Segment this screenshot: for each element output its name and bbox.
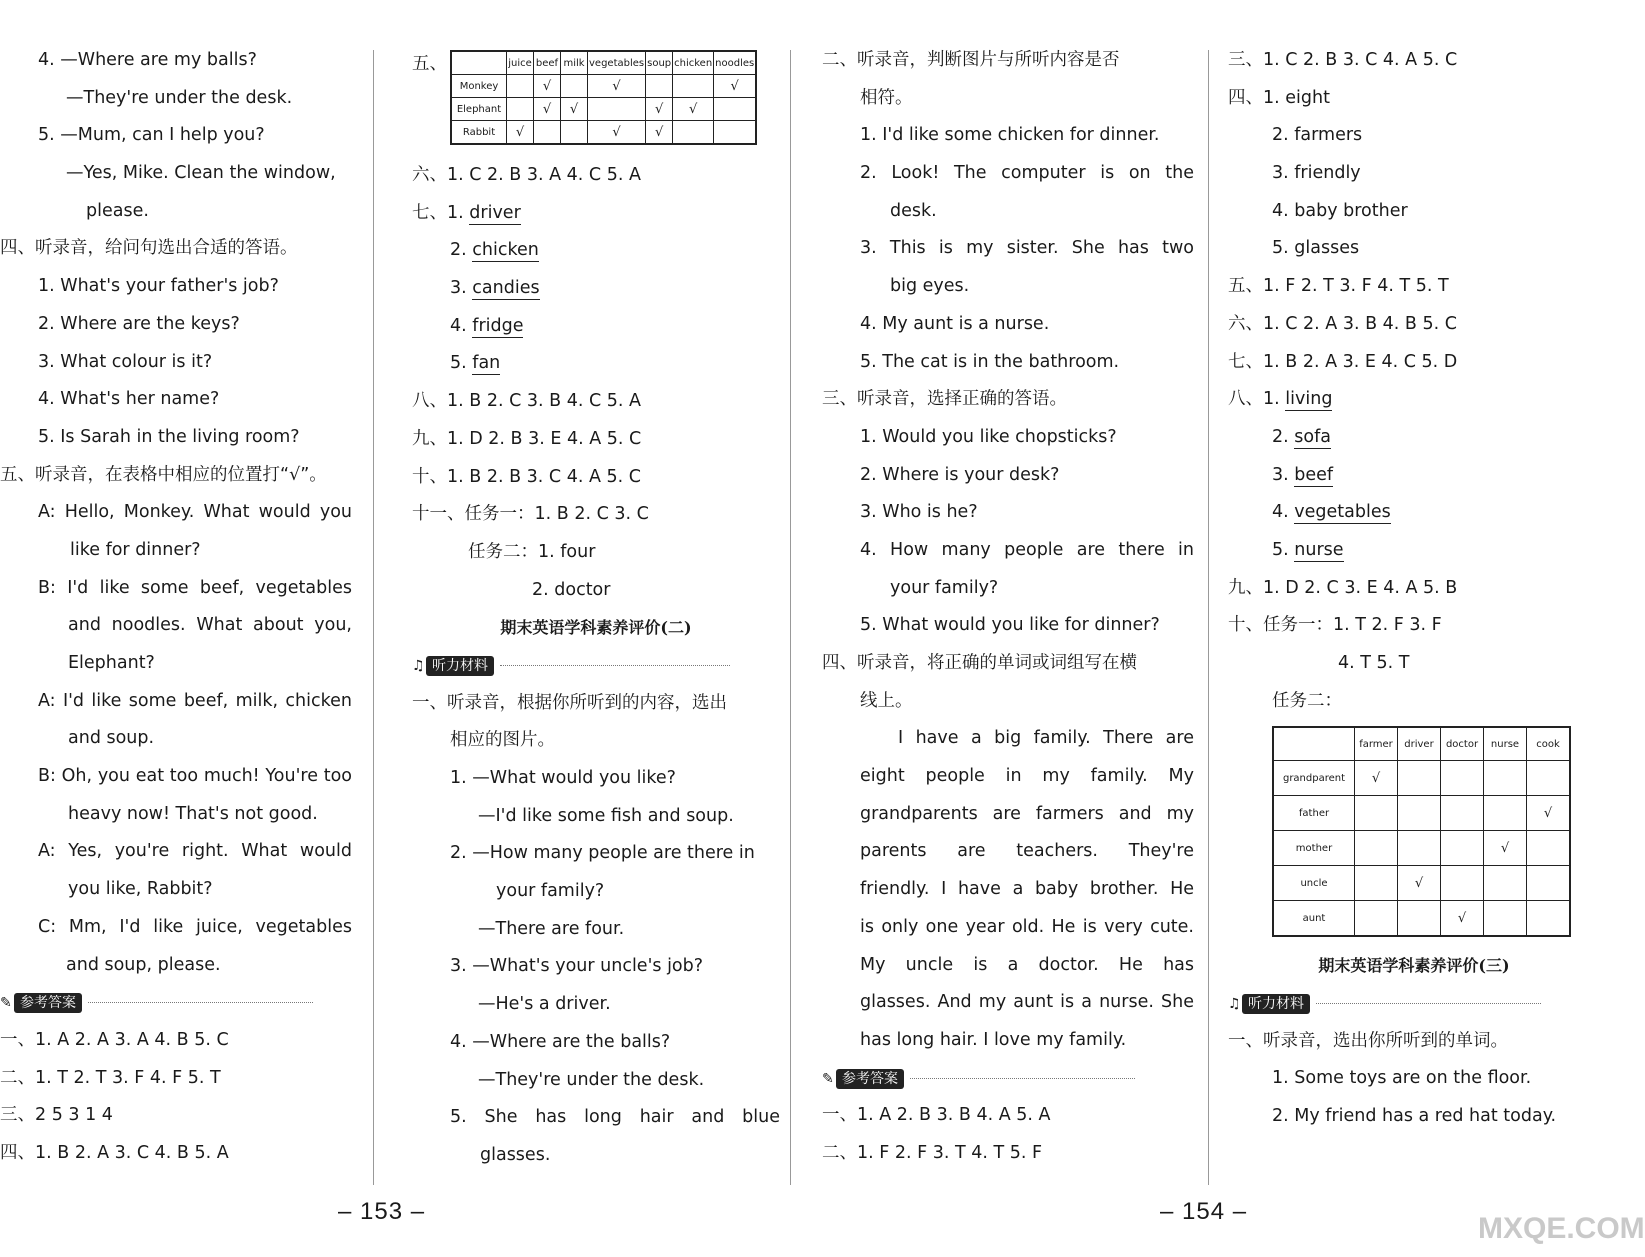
table-cell	[1355, 796, 1398, 831]
table-cell	[1398, 761, 1441, 796]
table-cell	[1355, 901, 1398, 937]
table-row-label: grandparent	[1273, 761, 1355, 796]
text-line: 2. Where are the keys?	[38, 313, 240, 334]
text-line: 3. This is my sister. She has two	[860, 238, 1194, 259]
answer-line	[412, 157, 780, 195]
answer-line: 一、1. A 2. A 3. A 4. B 5. C	[0, 1029, 229, 1050]
table-cell	[1527, 866, 1571, 901]
text-line: your family?	[890, 577, 999, 598]
answer-line	[1228, 419, 1600, 457]
table-header-cell: farmer	[1355, 727, 1398, 761]
table-cell	[561, 121, 588, 145]
dotted-rule	[500, 664, 730, 666]
text-line: your family?	[496, 881, 605, 902]
answer-prefix: 2. doctor	[532, 579, 611, 600]
table-cell: √	[1441, 901, 1484, 937]
answer-line	[1228, 570, 1600, 608]
table-cell	[1398, 796, 1441, 831]
answer-line	[1228, 268, 1600, 306]
dotted-rule	[88, 1001, 313, 1003]
text-line: and noodles. What about you,	[68, 615, 352, 636]
text-line: 3. —What's your uncle's job?	[450, 956, 704, 977]
text-line: like for dinner?	[70, 539, 201, 560]
table-cell	[1355, 831, 1398, 866]
table-row-label: father	[1273, 796, 1355, 831]
answer-prefix: 八、1. B 2. C 3. B 4. C 5. A	[412, 391, 641, 412]
answer-word: living	[1285, 389, 1333, 410]
table-cell	[714, 121, 757, 145]
text-line: 4. My aunt is a nurse.	[860, 313, 1050, 334]
table-header-cell: driver	[1398, 727, 1441, 761]
answer-word: nurse	[1294, 539, 1344, 560]
page-number-left: – 153 –	[338, 1198, 426, 1225]
column-3	[822, 42, 1194, 1173]
answer-prefix: 5.	[1272, 539, 1289, 560]
answer-prefix: 任务二：1. four	[468, 541, 596, 562]
table-header-cell: doctor	[1441, 727, 1484, 761]
answer-line	[1228, 230, 1600, 268]
table-row	[451, 121, 756, 145]
table-wrap	[1272, 726, 1600, 937]
table-row	[1273, 796, 1570, 831]
section-caption	[822, 1060, 1194, 1098]
answer-prefix: 2. farmers	[1272, 125, 1363, 146]
text-line: and soup.	[68, 728, 155, 749]
table-row	[451, 75, 756, 98]
text-line: 4. —Where are my balls?	[38, 50, 257, 70]
text-line: —I'd like some fish and soup.	[478, 805, 734, 826]
table-row-label: Elephant	[451, 98, 507, 121]
table-cell	[1398, 901, 1441, 937]
text-line: 5. The cat is in the bathroom.	[860, 351, 1120, 372]
table-row	[451, 98, 756, 121]
table-header-cell: beef	[534, 51, 561, 75]
text-line: 一、听录音，选出你所听到的单词。	[1228, 1030, 1508, 1051]
table-cell: √	[1355, 761, 1398, 796]
table-wrap	[412, 50, 780, 145]
table-cell	[507, 98, 534, 121]
answer-prefix: 七、1. B 2. A 3. E 4. C 5. D	[1228, 351, 1458, 372]
answer-line	[412, 459, 780, 497]
answer-line	[1228, 381, 1600, 419]
table-cell	[1355, 866, 1398, 901]
answer-line	[412, 572, 780, 610]
answer-prefix: 3. friendly	[1272, 163, 1361, 184]
answer-prefix: 十、任务一：1. T 2. F 3. F	[1228, 615, 1442, 636]
caption-label: 听力材料	[1242, 994, 1310, 1014]
answer-line	[1228, 42, 1600, 80]
text-line: 5. What would you like for dinner?	[860, 615, 1160, 636]
text-line: parents are teachers. They're	[860, 841, 1194, 862]
text-line: A: Hello, Monkey. What would you	[38, 502, 352, 523]
answer-prefix: 3.	[1272, 464, 1289, 485]
answer-line	[1228, 607, 1600, 645]
answer-prefix: 4.	[450, 315, 467, 336]
answer-prefix: 2.	[450, 240, 467, 261]
table-header-row	[1273, 727, 1570, 761]
answer-table	[1272, 726, 1571, 937]
answer-prefix: 五、1. F 2. T 3. F 4. T 5. T	[1228, 276, 1449, 297]
watermark: MXQE.COM	[1478, 1212, 1645, 1245]
text-line: has long hair. I love my family.	[860, 1029, 1127, 1050]
table-header-cell: soup	[646, 51, 673, 75]
text-line: C: Mm, I'd like juice, vegetables	[38, 916, 352, 937]
answer-word: vegetables	[1294, 502, 1391, 523]
text-line: 一、听录音，根据你所听到的内容，选出	[412, 692, 727, 713]
text-line: and soup, please.	[66, 954, 221, 975]
text-line: 线上。	[860, 690, 913, 711]
table-header-cell: vegetables	[588, 51, 646, 75]
page-number-right: – 154 –	[1160, 1198, 1248, 1225]
text-line: 1. Some toys are on the floor.	[1272, 1068, 1532, 1089]
text-line: desk.	[890, 200, 937, 221]
text-line: 3. What colour is it?	[38, 351, 213, 372]
book-icon: ✎	[0, 995, 12, 1012]
text-line: you like, Rabbit?	[68, 879, 213, 900]
text-line: glasses.	[480, 1144, 551, 1165]
table-cell	[1441, 831, 1484, 866]
text-line: grandparents are farmers and my	[860, 803, 1194, 824]
table-cell	[1484, 901, 1527, 937]
answer-line	[1228, 155, 1600, 193]
answer-prefix: 4. T 5. T	[1338, 653, 1410, 673]
table-row-label: Rabbit	[451, 121, 507, 145]
table-row-label: mother	[1273, 831, 1355, 866]
table-header-cell: juice	[507, 51, 534, 75]
text-line: B: Oh, you eat too much! You're too	[38, 766, 352, 787]
answer-word: candies	[472, 278, 540, 299]
answer-word: sofa	[1294, 426, 1331, 447]
table-header-cell: noodles	[714, 51, 757, 75]
answer-prefix: 十一、任务一：1. B 2. C 3. C	[412, 504, 649, 525]
table-cell	[646, 75, 673, 98]
table-cell	[507, 75, 534, 98]
section-title: 期末英语学科素养评价(三)	[1318, 956, 1510, 976]
headphones-icon: ♫	[1228, 996, 1241, 1013]
table-cell	[673, 75, 714, 98]
answer-prefix: 5. glasses	[1272, 238, 1360, 259]
answer-prefix: 四、1. eight	[1228, 87, 1330, 108]
text-line: 1. Would you like chopsticks?	[860, 426, 1117, 447]
answer-prefix: 4. baby brother	[1272, 200, 1408, 221]
answer-line	[1228, 683, 1600, 721]
table-cell: √	[646, 98, 673, 121]
answer-word: chicken	[472, 240, 539, 261]
text-line: 2. Where is your desk?	[860, 464, 1060, 485]
answer-prefix: 三、1. C 2. B 3. C 4. A 5. C	[1228, 50, 1458, 70]
text-line: eight people in my family. My	[860, 766, 1194, 787]
text-line: glasses. And my aunt is a nurse. She	[860, 992, 1194, 1013]
table-cell: √	[588, 121, 646, 145]
answer-prefix: 2.	[1272, 426, 1289, 447]
answer-word: beef	[1294, 464, 1334, 485]
text-line: 4. —Where are the balls?	[450, 1031, 671, 1052]
text-line: 四、听录音，将正确的单词或词组写在横	[822, 653, 1137, 673]
text-line: friendly. I have a baby brother. He	[860, 879, 1194, 900]
answer-line	[1228, 645, 1600, 683]
text-line: —He's a driver.	[478, 994, 611, 1015]
table-corner	[1273, 727, 1355, 761]
section-caption	[0, 984, 352, 1022]
caption-label: 参考答案	[14, 993, 82, 1013]
answer-line	[1228, 117, 1600, 155]
answer-line	[412, 496, 780, 534]
text-line: 4. What's her name?	[38, 389, 220, 410]
text-line: My uncle is a doctor. He has	[860, 954, 1194, 975]
table-cell	[1441, 866, 1484, 901]
answer-table	[450, 50, 757, 145]
dotted-rule	[910, 1077, 1135, 1079]
text-line: 4. How many people are there in	[860, 539, 1194, 560]
text-line: 5. —Mum, can I help you?	[38, 125, 265, 146]
table-cell: √	[714, 75, 757, 98]
text-line: —There are four.	[478, 918, 625, 939]
text-line: 三、听录音，选择正确的答语。	[822, 389, 1067, 410]
table-cell: √	[507, 121, 534, 145]
answer-word: fan	[472, 353, 501, 374]
text-line: 2. Look! The computer is on the	[860, 163, 1194, 184]
text-line: 3. Who is he?	[860, 502, 978, 523]
text-line: Elephant?	[68, 653, 155, 673]
book-icon: ✎	[822, 1070, 834, 1087]
text-line: 2. My friend has a red hat today.	[1272, 1106, 1557, 1127]
answer-prefix: 4.	[1272, 502, 1289, 523]
table-header-cell: milk	[561, 51, 588, 75]
section-title: 期末英语学科素养评价(二)	[500, 618, 692, 638]
section-caption	[412, 647, 780, 685]
caption-label: 听力材料	[426, 656, 494, 676]
text-line: —Yes, Mike. Clean the window,	[66, 163, 336, 184]
text-line: 五、听录音，在表格中相应的位置打“√”。	[0, 464, 327, 485]
table-row	[1273, 901, 1570, 937]
answer-prefix: 六、1. C 2. A 3. B 4. B 5. C	[1228, 313, 1457, 334]
table-header-cell: cook	[1527, 727, 1571, 761]
table-cell: √	[1484, 831, 1527, 866]
text-line: 1. —What would you like?	[450, 768, 676, 788]
answer-line: 二、1. T 2. T 3. F 4. F 5. T	[0, 1067, 221, 1088]
answer-prefix: 八、1.	[1228, 389, 1280, 410]
table-corner	[451, 51, 507, 75]
answer-word: driver	[469, 202, 521, 223]
table-cell: √	[534, 75, 561, 98]
table-header-cell: chicken	[673, 51, 714, 75]
text-line: 相应的图片。	[450, 730, 555, 751]
text-line: 相符。	[860, 87, 913, 108]
text-line: 1. What's your father's job?	[38, 276, 279, 297]
answer-prefix: 十、1. B 2. B 3. C 4. A 5. C	[412, 466, 641, 487]
answer-prefix: 九、1. D 2. B 3. E 4. A 5. C	[412, 428, 642, 449]
table-cell	[1484, 796, 1527, 831]
headphones-icon: ♫	[412, 657, 425, 674]
table-cell	[534, 121, 561, 145]
text-line: —They're under the desk.	[478, 1069, 705, 1090]
table-row-label: uncle	[1273, 866, 1355, 901]
section-caption	[1228, 985, 1600, 1023]
answer-word: fridge	[472, 315, 524, 336]
text-line: 1. I'd like some chicken for dinner.	[860, 125, 1160, 146]
text-line: I have a big family. There are	[898, 728, 1194, 749]
table-section-label: 五、	[412, 54, 447, 74]
text-line: heavy now! That's not good.	[68, 803, 318, 824]
column-4	[1228, 42, 1600, 1136]
table-header-cell: nurse	[1484, 727, 1527, 761]
answer-line: 三、2 5 3 1 4	[0, 1105, 113, 1126]
answer-line	[412, 534, 780, 572]
answer-line	[1228, 457, 1600, 495]
table-cell: √	[534, 98, 561, 121]
answer-line: 二、1. F 2. F 3. T 4. T 5. F	[822, 1142, 1043, 1163]
answer-prefix: 3.	[450, 278, 467, 299]
answer-line	[412, 345, 780, 383]
column-1	[0, 42, 352, 1173]
table-row-label: Monkey	[451, 75, 507, 98]
answer-line	[1228, 344, 1600, 382]
answer-line	[412, 270, 780, 308]
answer-prefix: 九、1. D 2. C 3. E 4. A 5. B	[1228, 577, 1458, 598]
table-cell	[1441, 796, 1484, 831]
text-line: 二、听录音，判断图片与所听内容是否	[822, 50, 1120, 70]
table-cell	[1527, 901, 1571, 937]
table-cell	[1527, 761, 1571, 796]
answer-line	[1228, 193, 1600, 231]
text-line: 5. Is Sarah in the living room?	[38, 426, 300, 447]
table-row-label: aunt	[1273, 901, 1355, 937]
table-cell: √	[673, 98, 714, 121]
answer-line: 四、1. B 2. A 3. C 4. B 5. A	[0, 1142, 229, 1163]
answer-line: 一、1. A 2. B 3. B 4. A 5. A	[822, 1105, 1051, 1126]
text-line: 四、听录音，给问句选出合适的答语。	[0, 238, 298, 259]
table-cell	[1441, 761, 1484, 796]
table-cell	[714, 98, 757, 121]
table-header-row	[451, 51, 756, 75]
answer-prefix: 任务二：	[1272, 690, 1342, 711]
table-row	[1273, 831, 1570, 866]
text-line: A: Yes, you're right. What would	[38, 841, 352, 862]
column-2	[412, 42, 780, 1175]
text-line: —They're under the desk.	[66, 87, 293, 108]
table-row	[1273, 761, 1570, 796]
answer-line	[1228, 494, 1600, 532]
table-cell	[1484, 761, 1527, 796]
dotted-rule	[1316, 1002, 1541, 1004]
text-line: B: I'd like some beef, vegetables	[38, 577, 352, 598]
answer-prefix: 七、1.	[412, 202, 464, 223]
table-cell: √	[646, 121, 673, 145]
table-cell	[1484, 866, 1527, 901]
text-line: big eyes.	[890, 276, 970, 297]
table-cell	[588, 98, 646, 121]
table-row	[1273, 866, 1570, 901]
text-line: please.	[86, 200, 149, 221]
answer-line	[412, 195, 780, 233]
table-cell	[1398, 831, 1441, 866]
answer-line	[1228, 80, 1600, 118]
answer-line	[412, 308, 780, 346]
table-cell: √	[561, 98, 588, 121]
table-cell	[1527, 831, 1571, 866]
answer-line	[412, 232, 780, 270]
answer-prefix: 六、1. C 2. B 3. A 4. C 5. A	[412, 165, 641, 185]
table-cell	[561, 75, 588, 98]
table-cell: √	[1527, 796, 1571, 831]
table-cell: √	[588, 75, 646, 98]
text-line: 2. —How many people are there in	[450, 843, 755, 864]
caption-label: 参考答案	[836, 1069, 904, 1089]
answer-line	[1228, 306, 1600, 344]
table-cell: √	[1398, 866, 1441, 901]
text-line: is only one year old. He is very cute.	[860, 916, 1194, 937]
answer-line	[412, 421, 780, 459]
table-cell	[673, 121, 714, 145]
answer-prefix: 5.	[450, 353, 467, 374]
text-line: A: I'd like some beef, milk, chicken	[38, 690, 352, 711]
answer-line	[412, 383, 780, 421]
answer-line	[1228, 532, 1600, 570]
text-line: 5. She has long hair and blue	[450, 1107, 780, 1128]
